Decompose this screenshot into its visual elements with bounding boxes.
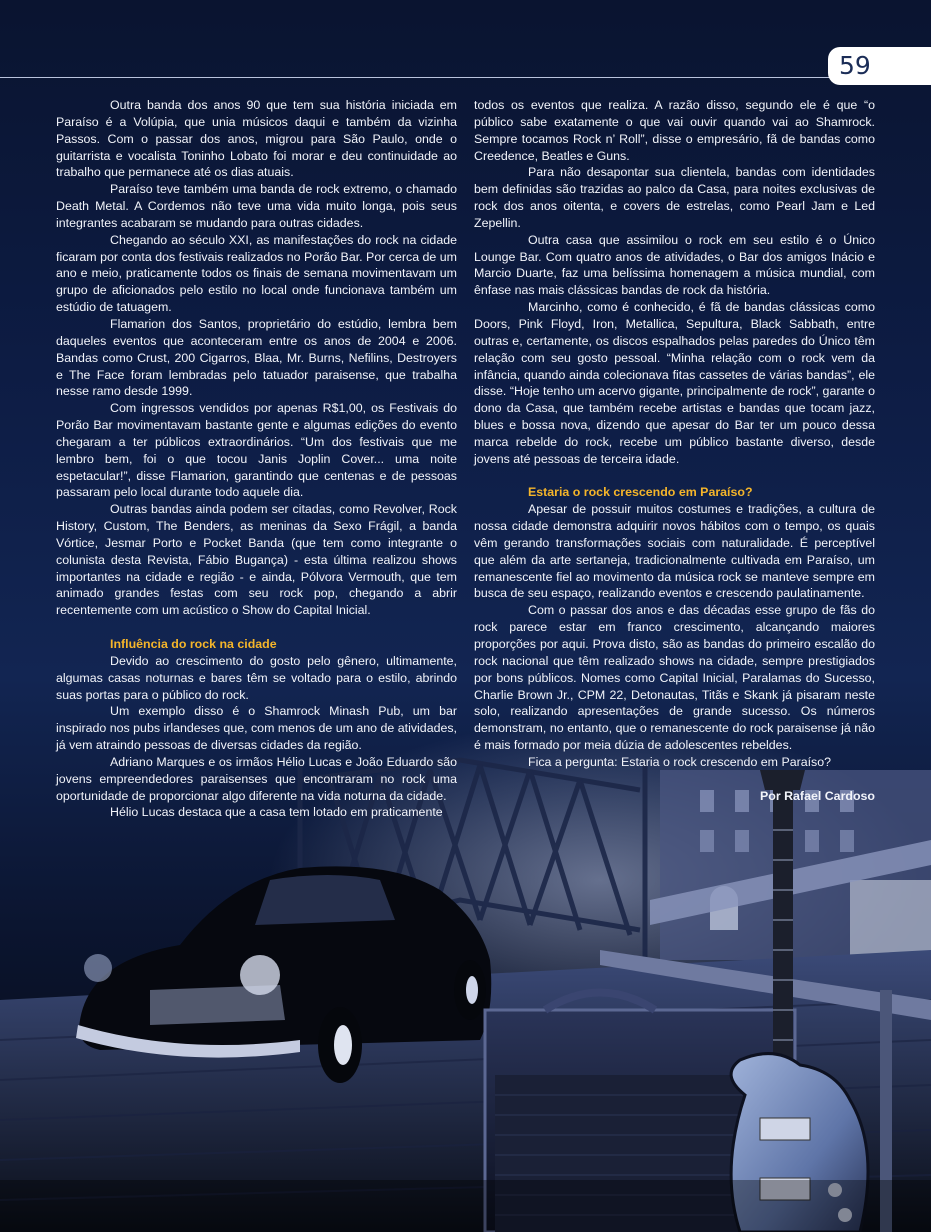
- paragraph: Com o passar dos anos e das décadas esse grupo de fãs do rock parece estar em franco crescimento, alcançando maiores proporções por aqui. Prova disto, são as bandas do primeiro escalão do rock nacional que têm realizado shows na cidade, sempre prestigiados por bons públicos. Nomes como Capital Inicial, Paralamas do Sucesso, Charlie Brown Jr., CPM 22, Detonautas, Titãs e Skank já pisaram neste solo, realizando apresentações de grande sucesso. Os números demonstram, no entanto, que o remanescente do rock paraisense já não é mais formado por meia dúzia de adolescentes rebeldes.: [474, 603, 875, 753]
- paragraph: Outra casa que assimilou o rock em seu estilo é o Único Lounge Bar. Com quatro anos de atividades, o Bar dos amigos Inácio e Marcio Duarte, faz uma belíssima homenagem a música mundial, com ênfase nas mais clássicas bandas de rock da história.: [474, 232, 875, 298]
- paragraph: Fica a pergunta: Estaria o rock crescendo em Paraíso?: [528, 754, 832, 769]
- spacer: [474, 468, 875, 485]
- bottom-vignette: [0, 1180, 931, 1232]
- author-byline: Por Rafael Cardoso: [760, 788, 875, 803]
- paragraph: Adriano Marques e os irmãos Hélio Lucas e João Eduardo são jovens empreendedores paraisenses que encontraram no rock uma oportunidade de proporcionar algo diferente na vida noturna da cidade.: [56, 754, 457, 803]
- paragraph: Devido ao crescimento do gosto pelo gênero, ultimamente, algumas casas noturnas e bares têm se voltado para o estilo, abrindo suas portas para o público do rock.: [56, 653, 457, 702]
- section-heading: Influência do rock na cidade: [110, 637, 277, 651]
- section-heading: Estaria o rock crescendo em Paraíso?: [528, 485, 753, 500]
- paragraph: Hélio Lucas destaca que a casa tem lotado em praticamente: [110, 805, 443, 820]
- paragraph: Flamarion dos Santos, proprietário do estúdio, lembra bem daqueles eventos que aconteceram entre os anos de 2004 e 2006. Bandas como Crust, 200 Cigarros, Blaa, Mr. Burns, Nefilins, Destroyers e The Face foram lembradas pelo tatuador paraisense, que trabalha nesse ramo desde 1999.: [56, 316, 457, 399]
- paragraph: todos os eventos que realiza. A razão disso, segundo ele é que “o público sabe exatamente o que vai ouvir quando vai ao Shamrock. Sempre tocamos Rock n’ Roll”, disse o empresário, fã de bandas como Creedence, Beatles e Guns.: [474, 98, 875, 163]
- paragraph: Para não desapontar sua clientela, bandas com identidades bem definidas são trazidas ao palco da Casa, para noites exclusivas de rock dos anos oitenta, e covers de estrelas, como Pearl Jam e Led Zepellin.: [474, 165, 875, 230]
- paragraph: Outras bandas ainda podem ser citadas, como Revolver, Rock History, Custom, The Benders, as meninas da Sexo Frágil, a banda Vórtice, Jesmar Porto e Pocket Banda (que tem como integrante o colunista desta Revista, Fábio Bugança) - esta última realizou shows importantes na cidade e região - e ainda, Pólvora Vermouth, que tem animado grandes festas com seu rock pop, chegando a abrir recentemente com um acústico o Show do Capital Inicial.: [56, 502, 457, 618]
- header-rule: [0, 77, 931, 78]
- paragraph: Outra banda dos anos 90 que tem sua história iniciada em Paraíso é a Volúpia, que unia músicos daqui e também da vizinha Passos. Com o passar dos anos, migrou para São Paulo, onde o guitarrista e vocalista Toninho Lobato foi morar e deu continuidade ao trabalho que permanece até os dias atuais.: [56, 98, 457, 180]
- spacer: [56, 619, 457, 636]
- article-column-left: [56, 97, 457, 821]
- paragraph: Paraíso teve também uma banda de rock extremo, o chamado Death Metal. A Cordemos não teve uma vida muito longa, pois seus integrantes acabaram se mudando para outras cidades.: [56, 182, 457, 230]
- paragraph: Marcinho, como é conhecido, é fã de bandas clássicas como Doors, Pink Floyd, Iron, Metallica, Sepultura, Black Sabbath, entre outras e, certamente, os discos espalhados pelas paredes do Único têm relação com seu gosto pessoal. “Minha relação com o rock vem da infância, quando ainda colecionava fitas cassetes de várias bandas”, ele disse. “Hoje tenho um acervo gigante, principalmente de rock”, garante o dono da Casa, que também recebe artistas e bandas que tocam jazz, blues e bossa nova, dizendo que apesar do Bar ter um pouco dessa marca rebelde do rock, recebe um público bastante diverso, desde jovens até pessoas de terceira idade.: [474, 300, 875, 466]
- paragraph: Com ingressos vendidos por apenas R$1,00, os Festivais do Porão Bar movimentavam bastante gente e algumas edições do evento chegaram a ter públicos extraordinários. “Um dos festivais que me lembro bem, foi o que tocou Janis Joplin Cover... uma noite espetacular!”, disse Flamarion, garantindo que centenas e de pessoas passaram pelo local durante todo aquele dia.: [56, 401, 457, 500]
- article-column-right: [474, 97, 875, 804]
- paragraph: Chegando ao século XXI, as manifestações do rock na cidade ficaram por conta dos festivais realizados no Porão Bar. Por cerca de um ano e meio, praticamente todos os finais de semana movimentavam um grupo de aficionados pelo estilo no local onde funcionava também um estúdio de tatuagem.: [56, 232, 457, 315]
- spacer: [474, 771, 875, 788]
- page-number: 59: [839, 51, 871, 80]
- paragraph: Apesar de possuir muitos costumes e tradições, a cultura de nossa cidade demonstra adquirir novos hábitos com o tempo, os quais vêm gerando transformações sociais com naturalidade. É perceptível que além da arte sertaneja, tradicionalmente cultivada em Paraíso, um remanescente fiel ao movimento da música rock se manteve sempre em busca de seu espaço, realizando eventos e crescendo paulatinamente.: [474, 502, 875, 601]
- paragraph: Um exemplo disso é o Shamrock Minash Pub, um bar inspirado nos pubs irlandeses que, com menos de um ano de atividades, já vem atraindo pessoas de diversas cidades da região.: [56, 704, 457, 753]
